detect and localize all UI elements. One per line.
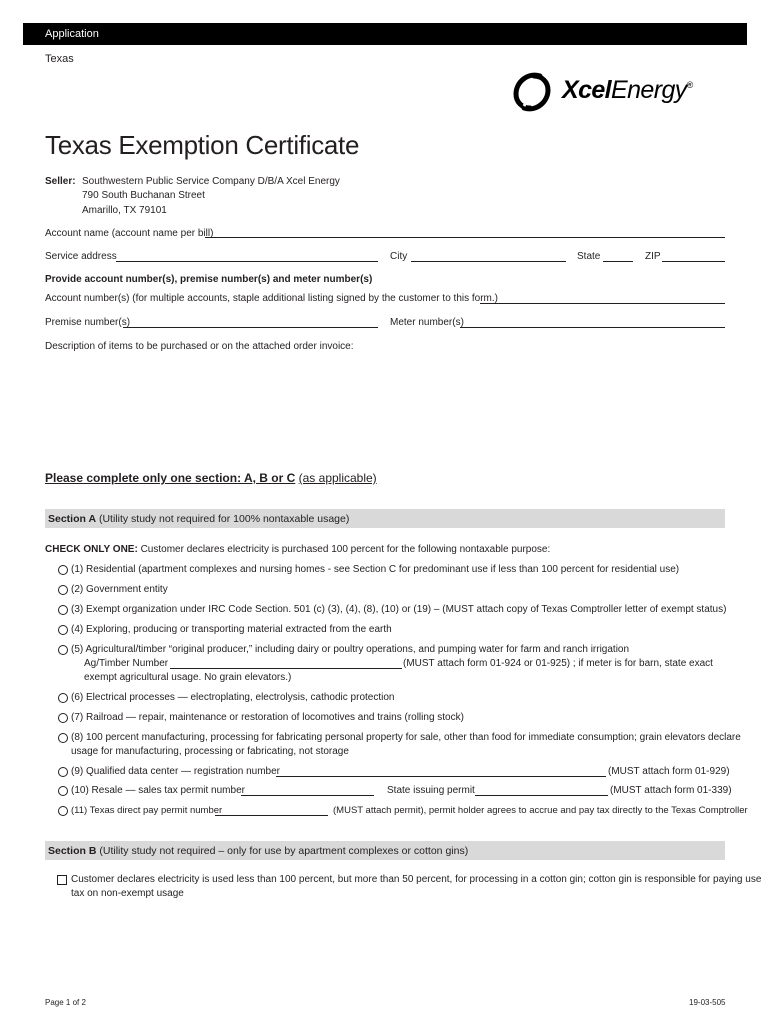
- state-issuing-permit-field[interactable]: [475, 795, 608, 796]
- option-11-label: (11) Texas direct pay permit number: [71, 805, 223, 816]
- provide-numbers-heading: Provide account number(s), premise number(s) and meter number(s): [45, 274, 373, 285]
- option-5-label: (5) Agricultural/timber “original producer,” including dairy or poultry operations, and pumping water for farm and ranch irrigation: [71, 644, 630, 655]
- option-1-label: (1) Residential (apartment complexes and nursing homes - see Section C for predominant use if less than 100 percent for residential use): [71, 564, 680, 575]
- section-b-checkbox[interactable]: [57, 875, 67, 885]
- seller-label: Seller:: [45, 176, 76, 187]
- description-label: Description of items to be purchased or on the attached order invoice:: [45, 341, 354, 352]
- section-b-text-2: tax on non-exempt usage: [71, 888, 184, 899]
- state-issuing-permit-label: State issuing permit: [387, 785, 475, 796]
- option-9-radio[interactable]: [58, 767, 68, 777]
- account-numbers-label: Account number(s) (for multiple accounts, staple additional listing signed by the customer to this form.): [45, 293, 498, 304]
- ag-timber-number-field[interactable]: [170, 668, 402, 669]
- option-3-label: (3) Exempt organization under IRC Code Section. 501 (c) (3), (4), (8), (10) or (19) – (MUST attach copy of Texas Comptroller letter of exempt status): [71, 604, 727, 615]
- option-6-radio[interactable]: [58, 693, 68, 703]
- meter-numbers-field[interactable]: [460, 327, 725, 328]
- option-5-radio[interactable]: [58, 645, 68, 655]
- meter-numbers-label: Meter number(s): [390, 317, 464, 328]
- state-field[interactable]: [603, 261, 633, 262]
- check-only-one-text: CHECK ONLY ONE: Customer declares electricity is purchased 100 percent for the following nontaxable purpose:: [45, 544, 551, 555]
- option-9-label: (9) Qualified data center — registration number: [71, 766, 280, 777]
- state-label: State: [577, 251, 601, 262]
- section-instructions: Please complete only one section: A, B or C (as applicable): [45, 471, 377, 485]
- city-label: City: [390, 251, 408, 262]
- state-subtitle: Texas: [45, 53, 74, 65]
- option-2-label: (2) Government entity: [71, 584, 168, 595]
- section-a-header: Section A (Utility study not required for 100% nontaxable usage): [45, 509, 725, 528]
- direct-pay-permit-field[interactable]: [215, 815, 328, 816]
- option-7-radio[interactable]: [58, 713, 68, 723]
- option-10-must-text: (MUST attach form 01-339): [610, 785, 732, 796]
- form-code: 19-03-505: [689, 998, 726, 1007]
- zip-label: ZIP: [645, 251, 661, 262]
- page-number: Page 1 of 2: [45, 998, 86, 1007]
- description-area[interactable]: [45, 356, 725, 456]
- city-field[interactable]: [411, 261, 566, 262]
- seller-line-3: Amarillo, TX 79101: [82, 205, 167, 216]
- option-11-radio[interactable]: [58, 806, 68, 816]
- logo-wordmark: XcelEnergy®: [562, 76, 693, 104]
- sales-tax-permit-field[interactable]: [241, 795, 374, 796]
- option-4-radio[interactable]: [58, 625, 68, 635]
- seller-line-2: 790 South Buchanan Street: [82, 190, 205, 201]
- option-3-radio[interactable]: [58, 605, 68, 615]
- service-address-field[interactable]: [116, 261, 378, 262]
- xcel-energy-logo: [510, 70, 725, 114]
- section-b-text-1: Customer declares electricity is used less than 100 percent, but more than 50 percent, for processing in a cotton gin; cotton gin is responsible for paying use: [71, 874, 762, 885]
- ag-timber-must-text: (MUST attach form 01-924 or 01-925) ; if meter is for barn, state exact: [403, 658, 713, 669]
- option-9-must-text: (MUST attach form 01-929): [608, 766, 730, 777]
- premise-numbers-field[interactable]: [123, 327, 378, 328]
- option-10-label: (10) Resale — sales tax permit number: [71, 785, 245, 796]
- ag-timber-number-label: Ag/Timber Number: [84, 658, 169, 669]
- page-title: Texas Exemption Certificate: [45, 130, 360, 160]
- zip-field[interactable]: [662, 261, 725, 262]
- account-name-field[interactable]: [205, 237, 725, 238]
- option-2-radio[interactable]: [58, 585, 68, 595]
- option-7-label: (7) Railroad — repair, maintenance or restoration of locomotives and trains (rolling stock): [71, 712, 464, 723]
- option-11-must-text: (MUST attach permit), permit holder agrees to accrue and pay tax directly to the Texas Comptroller: [333, 805, 748, 816]
- section-b-header: Section B (Utility study not required – only for use by apartment complexes or cotton gins): [45, 841, 725, 860]
- header-label: Application: [45, 28, 99, 40]
- option-8-label: (8) 100 percent manufacturing, processing for fabricating personal property for sale, other than food for immediate consumption; grain elevators declare: [71, 732, 741, 743]
- service-address-label: Service address: [45, 251, 117, 262]
- option-4-label: (4) Exploring, producing or transporting material extracted from the earth: [71, 624, 392, 635]
- option-8-label-2: usage for manufacturing, processing or fabricating, not storage: [71, 746, 349, 757]
- seller-line-1: Southwestern Public Service Company D/B/A Xcel Energy: [82, 176, 340, 187]
- xcel-logo-icon: [510, 70, 554, 114]
- option-6-label: (6) Electrical processes — electroplating, electrolysis, cathodic protection: [71, 692, 395, 703]
- option-5-line-3: exempt agricultural usage. No grain elevators.): [84, 672, 292, 683]
- premise-numbers-label: Premise number(s): [45, 317, 131, 328]
- option-8-radio[interactable]: [58, 733, 68, 743]
- account-name-label: Account name (account name per bill): [45, 228, 214, 239]
- option-10-radio[interactable]: [58, 786, 68, 796]
- header-bar: [23, 23, 747, 45]
- option-1-radio[interactable]: [58, 565, 68, 575]
- account-numbers-field[interactable]: [480, 303, 725, 304]
- data-center-registration-field[interactable]: [276, 776, 606, 777]
